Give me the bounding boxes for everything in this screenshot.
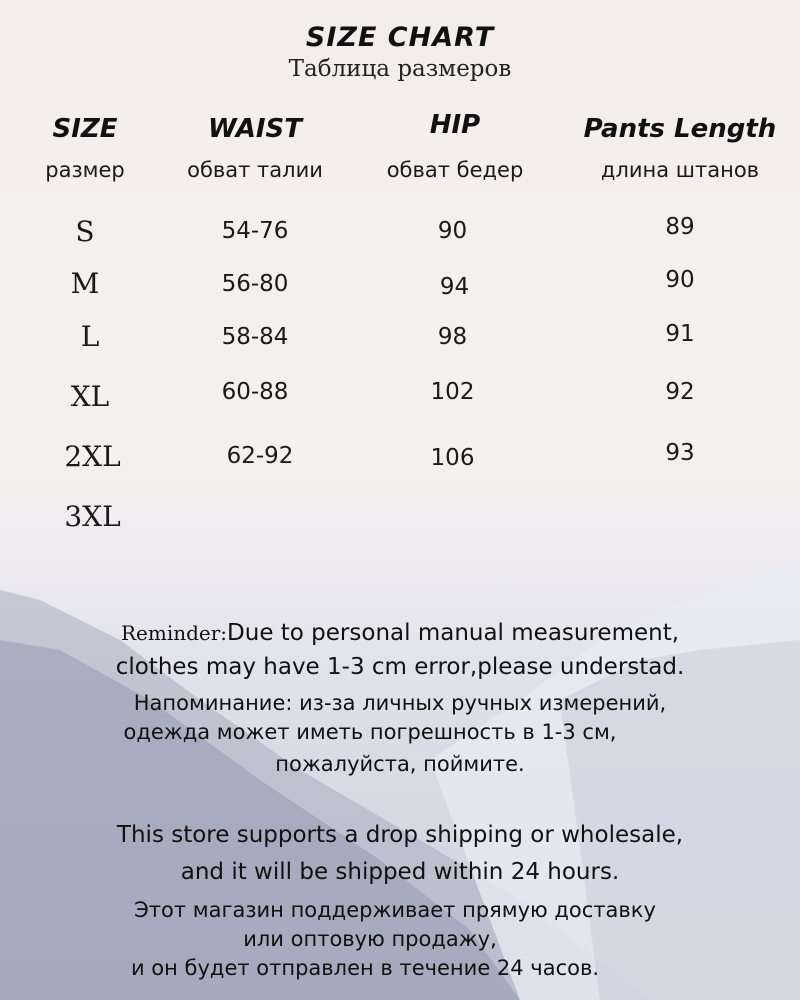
shipping-ru-line-3: и он будет отправлен в течение 24 часов. — [130, 956, 600, 980]
hip-cell: 94 — [439, 274, 470, 300]
shipping-line-2: and it will be shipped within 24 hours. — [180, 859, 620, 885]
page-subtitle: Таблица размеров — [288, 56, 512, 82]
length-cell: 91 — [665, 321, 695, 347]
column-header-hip: HIP — [429, 110, 481, 140]
length-cell: 92 — [665, 379, 695, 405]
column-header-size: SIZE — [52, 114, 118, 144]
page-title: SIZE CHART — [305, 22, 495, 53]
column-header-waist: WAIST — [207, 114, 302, 144]
hip-cell: 102 — [430, 379, 475, 405]
column-subheader-waist: обват талии — [187, 158, 323, 182]
shipping-ru-line-1: Этот магазин поддерживает прямую доставку — [134, 898, 656, 922]
reminder-line-1: Reminder:Due to personal manual measurement, — [120, 620, 680, 646]
waist-cell: 54-76 — [221, 218, 289, 244]
length-cell: 89 — [665, 214, 695, 240]
column-header-pants-length: Pants Length — [583, 114, 777, 144]
size-cell: XL — [70, 380, 110, 413]
waist-cell: 56-80 — [221, 271, 289, 297]
reminder-label: Reminder: — [120, 621, 228, 645]
size-cell: S — [75, 215, 95, 248]
reminder-ru-line-3: пожалуйста, поймите. — [275, 752, 525, 776]
size-cell: M — [70, 267, 100, 300]
length-cell: 90 — [665, 267, 695, 293]
column-subheader-hip: обват бедер — [386, 158, 524, 182]
waist-cell: 60-88 — [221, 379, 289, 405]
reminder-ru-line-2: одежда может иметь погрешность в 1-3 см, — [123, 720, 617, 744]
size-cell: 3XL — [64, 500, 121, 533]
size-cell: 2XL — [64, 440, 121, 473]
column-subheader-pants-length: длина штанов — [600, 158, 760, 182]
hip-cell: 90 — [437, 218, 468, 244]
shipping-line-1: This store supports a drop shipping or wholesale, — [116, 822, 684, 848]
length-cell: 93 — [665, 440, 695, 466]
reminder-line-2: clothes may have 1-3 cm error,please understad. — [115, 654, 685, 680]
reminder-ru-line-1: Напоминание: из-за личных ручных измерений, — [133, 691, 667, 715]
column-subheader-size: размер — [45, 158, 125, 182]
waist-cell: 58-84 — [221, 324, 289, 350]
hip-cell: 106 — [430, 445, 475, 471]
shipping-ru-line-2: или оптовую продажу, — [243, 927, 497, 951]
hip-cell: 98 — [437, 324, 468, 350]
size-cell: L — [80, 320, 100, 353]
waist-cell: 62-92 — [226, 443, 294, 469]
